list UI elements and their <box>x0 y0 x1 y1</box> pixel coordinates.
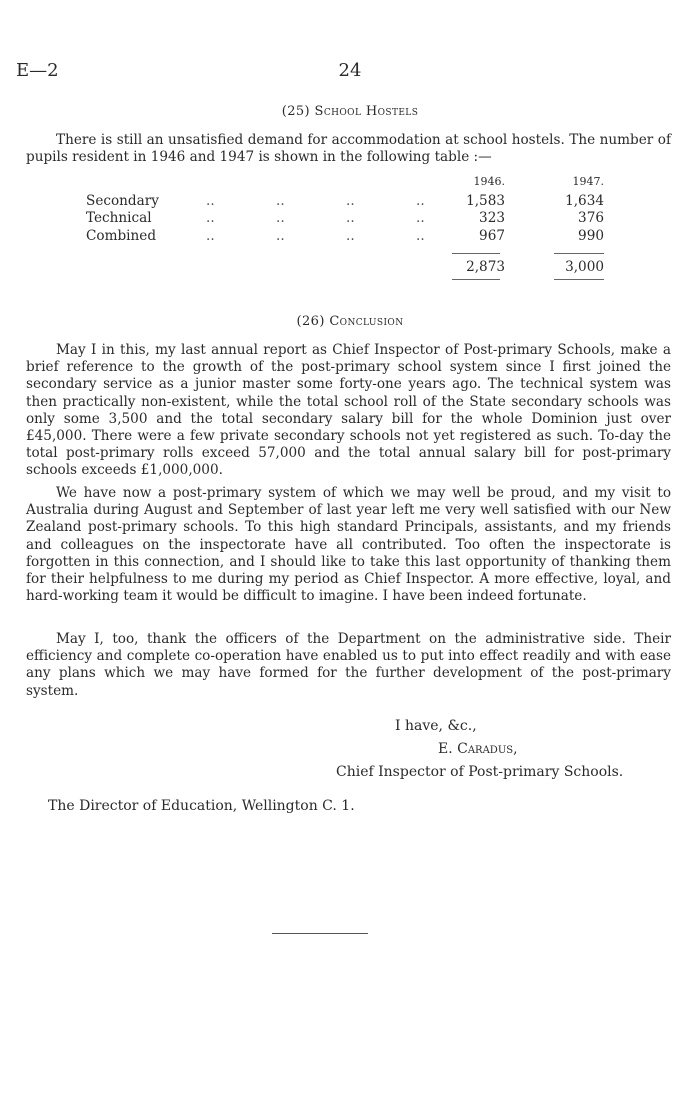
row-label: Combined <box>86 227 157 244</box>
footer-rule <box>272 933 368 934</box>
table-rule-row <box>86 245 616 259</box>
leader-dots: .. .. .. .. <box>206 192 425 209</box>
closing-line: I have, &c., <box>395 718 477 734</box>
leader-dots: .. .. .. .. <box>206 210 425 226</box>
value-1947: 1,634 <box>565 192 604 209</box>
value-1946: 323 <box>479 210 505 226</box>
total-rule-1946 <box>452 279 500 280</box>
column-header-1947: 1947. <box>572 175 604 188</box>
subtotal-rule-1946 <box>452 253 500 254</box>
subtotal-rule-1947 <box>554 253 604 254</box>
leader-dots: .. .. .. .. <box>206 227 425 244</box>
section-title-conclusion: (26) Conclusion <box>296 314 404 329</box>
section-title-school-hostels: (25) School Hostels <box>281 104 419 119</box>
signatory-title: Chief Inspector of Post-primary Schools. <box>336 764 624 780</box>
column-header-1946: 1946. <box>473 175 505 188</box>
conclusion-paragraph-3: May I, too, thank the officers of the Department on the administrative side. Their efficiency and complete co-operation have enabled us to put into effect readily and with ease any plans which we may have formed for the further development of the post-primary system. <box>26 631 671 699</box>
value-1947: 376 <box>578 210 604 226</box>
table-header-row <box>86 175 616 193</box>
total-1947: 3,000 <box>565 259 604 275</box>
conclusion-paragraph-2: We have now a post-primary system of which we may well be proud, and my visit to Australia during August and September of last year left me very well satisfied with our New Zealand post-primary schools. To this high standard Principals, assistants, and my friends and colleagues on the inspectorate have all contributed. Too often the inspectorate is forgotten in this connection, and I should like to take this last opportunity of thanking them for their helpfulness to me during my period as Chief Inspector. A more effective, loyal, and hard-working team it would be difficult to imagine. I have been indeed fortunate. <box>26 485 671 605</box>
row-label: Technical <box>86 210 152 226</box>
value-1947: 990 <box>578 227 604 244</box>
table-row <box>86 228 616 246</box>
table-bottom-rule-row <box>86 277 616 283</box>
conclusion-paragraph-1: May I in this, my last annual report as Chief Inspector of Post-primary Schools, make a brief reference to the growth of the post-primary school system since I first joined the secondary service as a junior master some forty-one years ago. The technical system was then practically non-existent, while the total school roll of the State secondary schools was only some 3,500 and the total secondary salary bill for the whole Dominion just over £45,000. There were a few private secondary schools not yet registered as such. To-day the total post-primary rolls exceed 57,000 and the total annual salary bill for post-primary schools exceeds £1,000,000. <box>26 342 671 479</box>
addressee-line: The Director of Education, Wellington C. 1. <box>48 798 355 814</box>
series-code: E—2 <box>16 60 59 81</box>
total-1946: 2,873 <box>466 259 505 275</box>
table-total-row <box>86 259 616 277</box>
total-rule-1947 <box>554 279 604 280</box>
signatory-name: E. Caradus, <box>438 741 518 757</box>
value-1946: 967 <box>479 227 505 244</box>
value-1946: 1,583 <box>466 192 505 209</box>
row-label: Secondary <box>86 192 159 209</box>
table-row <box>86 210 616 228</box>
hostels-table <box>86 175 616 283</box>
table-row <box>86 193 616 211</box>
hostels-paragraph: There is still an unsatisfied demand for accommodation at school hostels. The number of pupils resident in 1946 and 1947 is shown in the following table :— <box>26 132 671 166</box>
page-number: 24 <box>338 60 362 81</box>
